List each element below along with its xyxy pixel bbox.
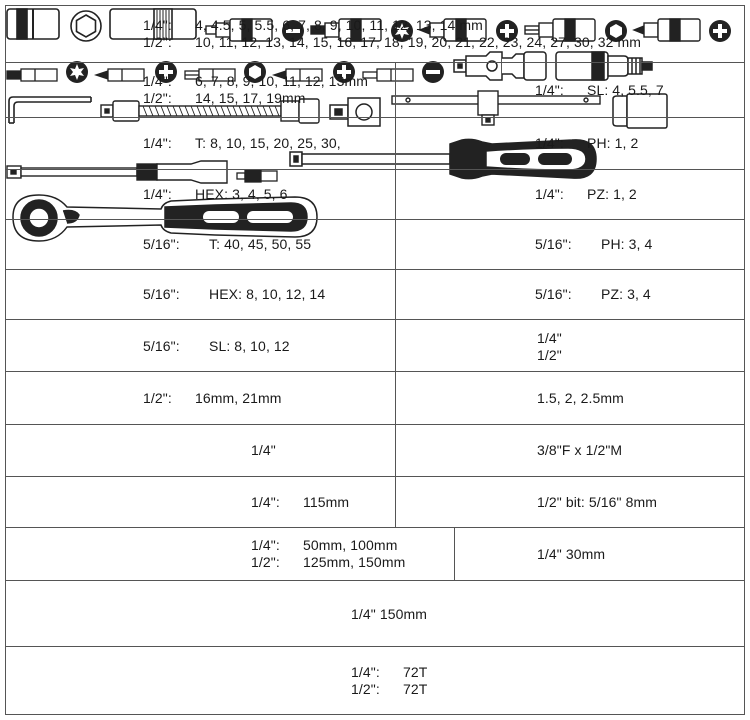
r3-left-value: T: 8, 10, 15, 20, 25, 30, <box>195 135 341 151</box>
r2-right-label <box>535 82 664 99</box>
r1-prefix-2: 1/2": <box>143 34 172 50</box>
r10-left-label <box>251 494 349 511</box>
r1-value-2: 10, 11, 12, 13, 14, 15, 16, 17, 18, 19, 20, 21, 22, 23, 24, 27, 30, 32 mm <box>195 34 642 50</box>
r13-prefix-2: 1/2": <box>351 681 380 697</box>
r8-left-value: 16mm, 21mm <box>195 390 282 406</box>
r2-value-2: 14, 15, 17, 19mm <box>195 90 306 106</box>
r13-value-1: 72T <box>403 664 428 680</box>
r5-right-value: PH: 3, 4 <box>601 236 653 252</box>
r1-value-1: 4, 4.5, 5, 5.5, 6, 7, 8, 9, 10, 11, 12, 13, 14 mm <box>195 17 483 33</box>
r8-right-value: 1.5, 2, 2.5mm <box>537 390 624 406</box>
r5-left-value: T: 40, 45, 50, 55 <box>209 236 312 252</box>
r4-left-prefix: 1/4": <box>143 186 172 202</box>
r11-right-value: 1/4" 30mm <box>537 546 606 562</box>
r9-right-value: 3/8"F x 1/2"M <box>537 442 623 458</box>
r9-left-value: 1/4" <box>251 442 276 458</box>
r6-left-prefix: 5/16": <box>143 286 180 302</box>
r6-right-prefix: 5/16": <box>535 286 572 302</box>
r11-prefix-2: 1/2": <box>251 554 280 570</box>
r7-right-label <box>537 330 562 364</box>
r4-left-label <box>143 186 288 203</box>
r5-right-label <box>535 236 652 253</box>
r8-left-prefix: 1/2": <box>143 390 172 406</box>
r6-left-value: HEX: 8, 10, 12, 14 <box>209 286 326 302</box>
r12-value: 1/4" 150mm <box>351 606 428 622</box>
r4-right-label <box>535 186 637 203</box>
r7-left-label <box>143 338 290 355</box>
r6-left-label <box>143 286 325 303</box>
r2-left-label <box>143 73 368 107</box>
r11-left-label <box>251 537 405 571</box>
r3-right-value: PH: 1, 2 <box>587 135 639 151</box>
r4-right-prefix: 1/4": <box>535 186 564 202</box>
r13-prefix-1: 1/4": <box>351 664 380 680</box>
r7-right-line-1: 1/4" <box>537 330 562 346</box>
r7-right-line-2: 1/2" <box>537 347 562 363</box>
r6-right-value: PZ: 3, 4 <box>601 286 651 302</box>
r10-left-prefix: 1/4": <box>251 494 280 510</box>
r4-left-value: HEX: 3, 4, 5, 6 <box>195 186 288 202</box>
r7-left-value: SL: 8, 10, 12 <box>209 338 290 354</box>
r5-left-label <box>143 236 311 253</box>
r11-prefix-1: 1/4": <box>251 537 280 553</box>
r1-prefix-1: 1/4": <box>143 17 172 33</box>
r8-left-label <box>143 390 282 407</box>
r7-left-prefix: 5/16": <box>143 338 180 354</box>
r12-label <box>351 606 427 623</box>
r10-right-label <box>537 494 657 511</box>
r2-prefix-2: 1/2": <box>143 90 172 106</box>
r6-right-label <box>535 286 651 303</box>
r9-left-label <box>251 442 276 459</box>
r3-right-prefix: 1/4": <box>535 135 564 151</box>
r9-right-label <box>537 442 622 459</box>
r11-value-1: 50mm, 100mm <box>303 537 398 553</box>
r13-label <box>351 664 427 698</box>
r3-right-label <box>535 135 638 152</box>
r3-left-label <box>143 135 341 152</box>
r2-right-prefix: 1/4": <box>535 82 564 98</box>
r11-right-label <box>537 546 605 563</box>
r2-right-value: SL: 4, 5.5, 7 <box>587 82 664 98</box>
r4-right-value: PZ: 1, 2 <box>587 186 637 202</box>
r5-left-prefix: 5/16": <box>143 236 180 252</box>
r10-left-value: 115mm <box>303 494 350 510</box>
r13-value-2: 72T <box>403 681 428 697</box>
tool-set-contents-sheet <box>5 5 745 715</box>
r11-value-2: 125mm, 150mm <box>303 554 406 570</box>
r1-label <box>143 17 641 51</box>
r10-right-value: 1/2" bit: 5/16" 8mm <box>537 494 658 510</box>
r2-prefix-1: 1/4": <box>143 73 172 89</box>
r5-right-prefix: 5/16": <box>535 236 572 252</box>
r8-right-label <box>537 390 624 407</box>
r3-left-prefix: 1/4": <box>143 135 172 151</box>
r2-value-1: 6, 7, 8, 9, 10, 11, 12, 13mm <box>195 73 368 89</box>
